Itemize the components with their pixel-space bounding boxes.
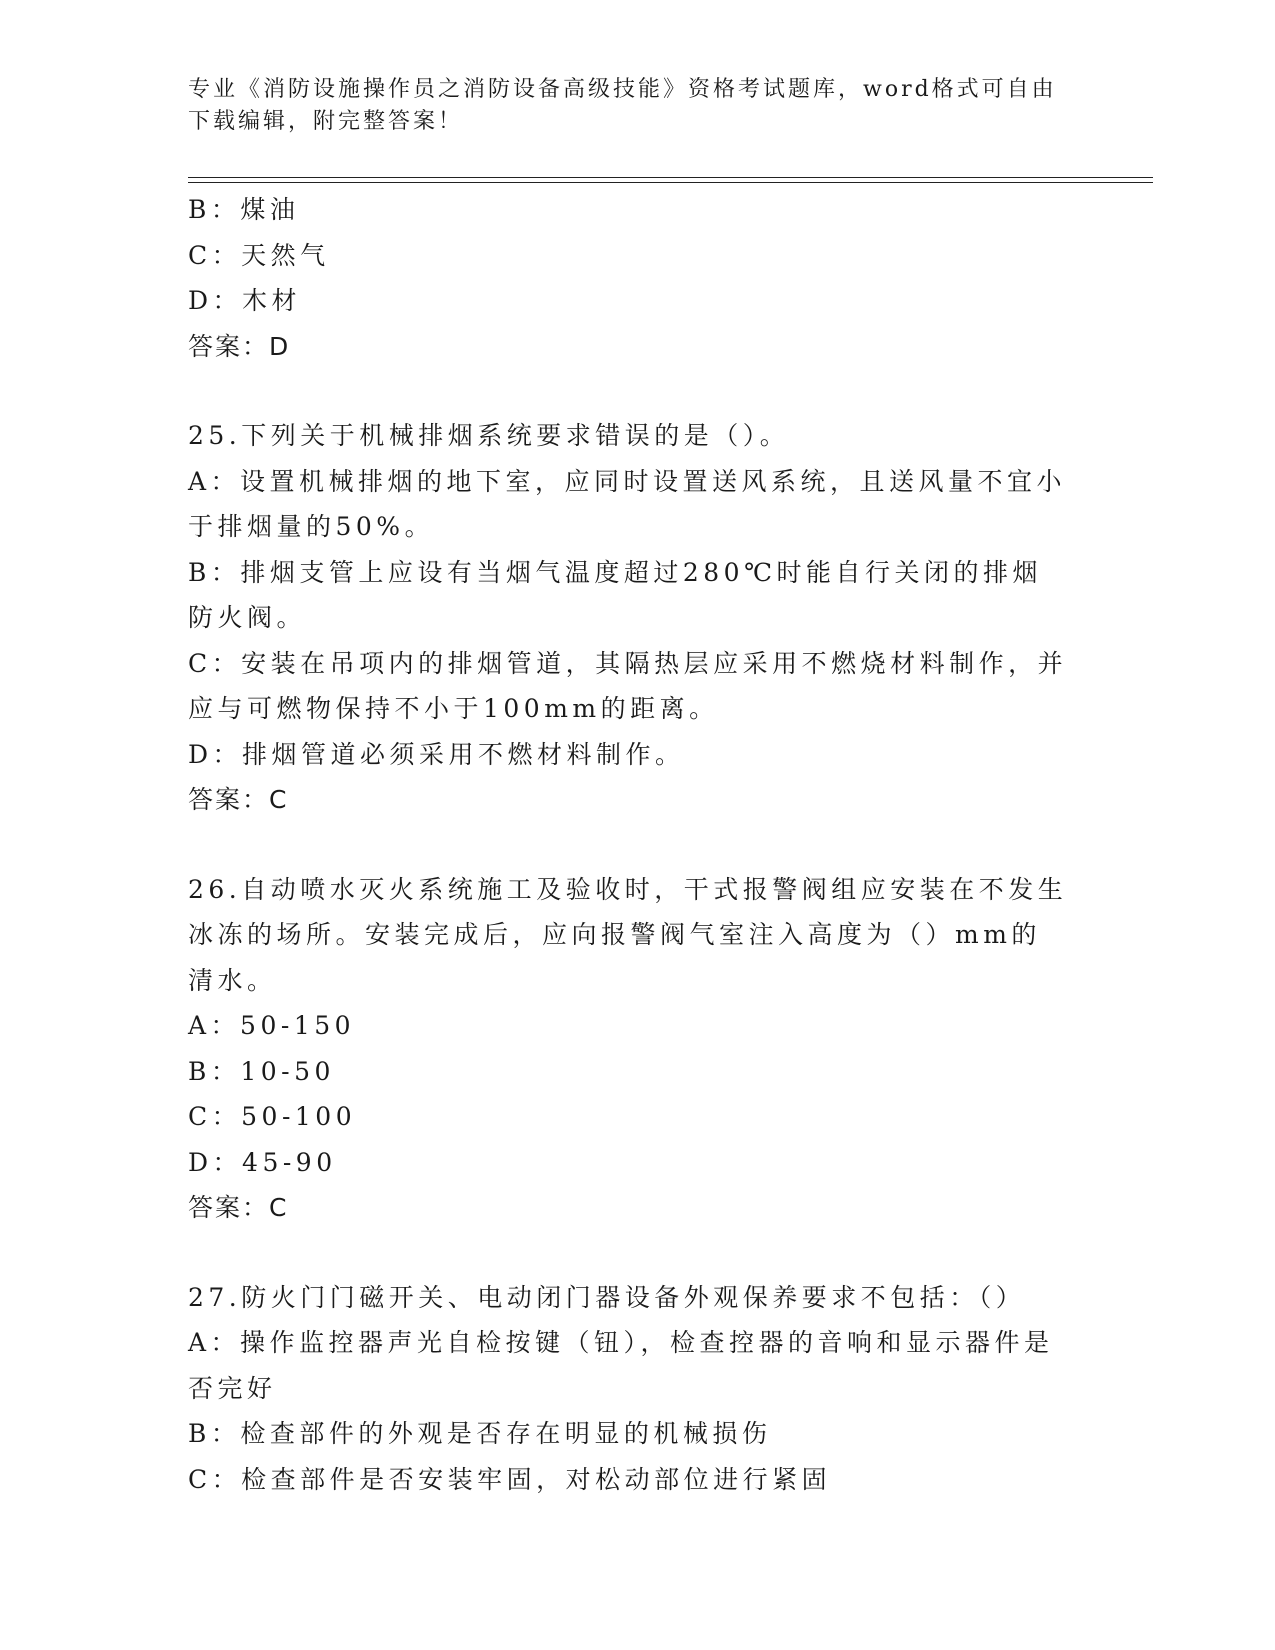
option-c: C：50-100: [188, 1102, 357, 1131]
question-stem: 27.防火门门磁开关、电动闭门器设备外观保养要求不包括：（）: [188, 1282, 1026, 1312]
option-b: B：煤油: [188, 195, 300, 224]
option-c: C：天然气: [188, 240, 330, 270]
spacer: [188, 1231, 1068, 1275]
option-a: A：操作监控器声光自检按键（钮），检查控器的音响和显示器件是否完好: [188, 1328, 1054, 1403]
previous-question: [188, 187, 1068, 369]
option-c: C：检查部件是否安装牢固，对松动部位进行紧固: [188, 1464, 832, 1494]
option-b: B：检查部件的外观是否存在明显的机械损伤: [188, 1419, 772, 1448]
answer-label: 答案：C: [188, 785, 289, 814]
question-stem: 26.自动喷水灭火系统施工及验收时，干式报警阀组应安装在不发生冰冻的场所。安装完成后，应向报警阀气室注入高度为（）mm的清水。: [188, 874, 1068, 995]
option-d: D：排烟管道必须采用不燃材料制作。: [188, 739, 685, 769]
answer-label: 答案：D: [188, 331, 291, 361]
option-d: D：木材: [188, 286, 302, 315]
header-divider-top: [188, 177, 1153, 178]
question-27: [188, 1275, 1068, 1503]
option-d: D：45-90: [188, 1147, 337, 1177]
question-stem: 25.下列关于机械排烟系统要求错误的是（）。: [188, 421, 790, 450]
document-header: 专业《消防设施操作员之消防设备高级技能》资格考试题库，word格式可自由下载编辑，附完整答案！: [188, 77, 1057, 134]
header-divider-bottom: [188, 182, 1153, 183]
question-26: [188, 867, 1068, 1231]
option-c: C：安装在吊项内的排烟管道，其隔热层应采用不燃烧材料制作，并应与可燃物保持不小于100mm的距离。: [188, 648, 1068, 723]
spacer: [188, 823, 1068, 867]
option-b: B：10-50: [188, 1056, 335, 1086]
option-a: A：50-150: [188, 1011, 356, 1040]
spacer: [188, 369, 1068, 413]
option-a: A：设置机械排烟的地下室，应同时设置送风系统，且送风量不宜小于排烟量的50%。: [188, 466, 1067, 541]
question-25: [188, 413, 1068, 823]
option-b: B：排烟支管上应设有当烟气温度超过280℃时能自行关闭的排烟防火阀。: [188, 557, 1043, 632]
answer-label: 答案：C: [188, 1193, 289, 1222]
question-list: [188, 187, 1068, 1502]
